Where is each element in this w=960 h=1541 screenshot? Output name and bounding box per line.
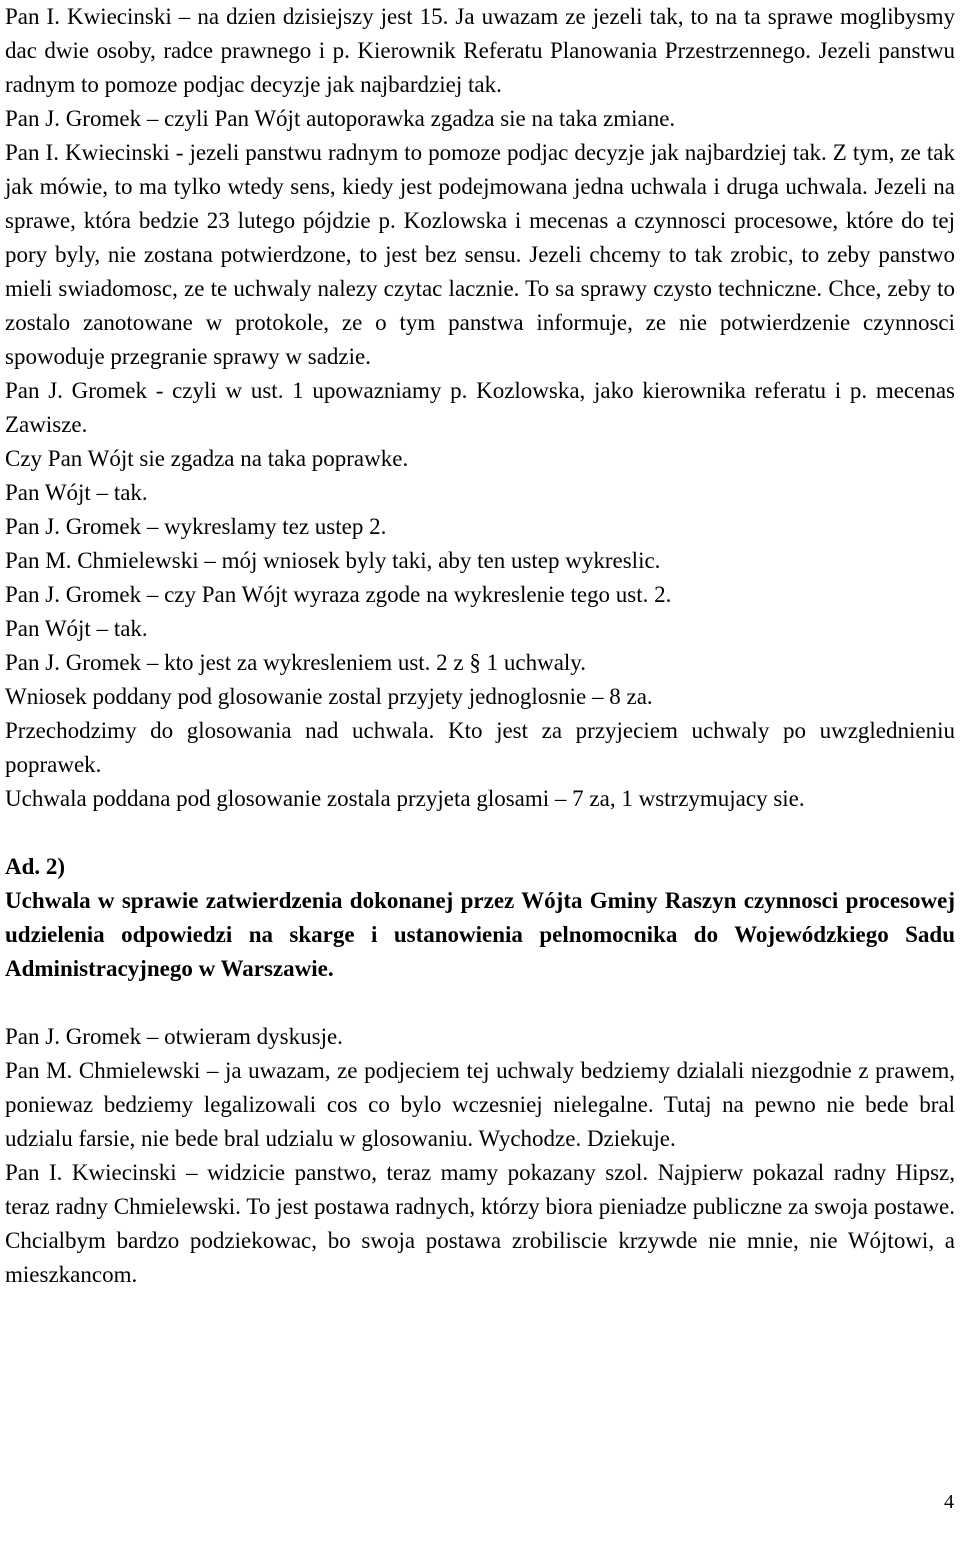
spacer: [5, 816, 955, 850]
paragraph: Pan I. Kwiecinski – na dzien dzisiejszy jest 15. Ja uwazam ze jezeli tak, to na ta sprawe moglibysmy dac dwie osoby, radce prawnego i p. Kierownik Referatu Planowania Przestrzennego. Jezeli panstwu radnym to pomoze podjac decyzje jak najbardziej tak.: [5, 4, 955, 97]
paragraph: Pan J. Gromek – czyli Pan Wójt autoporawka zgadza sie na taka zmiane.: [5, 106, 676, 131]
paragraph: Pan I. Kwiecinski - jezeli panstwu radnym to pomoze podjac decyzje jak najbardziej tak. Z tym, ze tak jak mówie, to ma tylko wtedy sens, kiedy jest podejmowana jedna uchwala i druga uchwala. Jezeli na sprawe, która bedzie 23 lutego pójdzie p. Kozlowska i mecenas a czynnosci procesowe, które do tej pory byly, nie zostana potwierdzone, to jest bez sensu. Jezeli chcemy to tak zrobic, to zeby panstwo mieli swiadomosc, ze te uchwaly nalezy czytac lacznie. To sa sprawy czysto techniczne. Chce, zeby to zostalo zanotowane w protokole, ze o tym panstwa informuje, ze nie potwierdzenie czynnosci spowoduje przegranie sprawy w sadzie.: [5, 140, 955, 369]
spacer: [5, 986, 955, 1020]
paragraph: Pan J. Gromek – otwieram dyskusje.: [5, 1024, 343, 1049]
paragraph: Uchwala poddana pod glosowanie zostala przyjeta glosami – 7 za, 1 wstrzymujacy sie.: [5, 786, 805, 811]
paragraph: Pan I. Kwiecinski – widzicie panstwo, teraz mamy pokazany szol. Najpierw pokazal radny Hipsz, teraz radny Chmielewski. To jest postawa radnych, którzy biora pieniadze publiczne za swoja postawe. Chcialbym bardzo podziekowac, bo swoja postawa zrobiliscie krzywde nie mnie, nie Wójtowi, a mieszkancom.: [5, 1160, 955, 1287]
paragraph: Pan J. Gromek – kto jest za wykresleniem ust. 2 z § 1 uchwaly.: [5, 650, 587, 675]
paragraph: Pan M. Chmielewski – ja uwazam, ze podjeciem tej uchwaly bedziemy dzialali niezgodnie z prawem, poniewaz bedziemy legalizowali cos co bylo wczesniej nielegalne. Tutaj na pewno nie bede bral udzialu farsie, nie bede bral udzialu w glosowaniu. Wychodze. Dziekuje.: [5, 1058, 955, 1151]
paragraph: Przechodzimy do glosowania nad uchwala. Kto jest za przyjeciem uchwaly po uwzglednieniu poprawek.: [5, 718, 955, 777]
section-heading-title: Uchwala w sprawie zatwierdzenia dokonanej przez Wójta Gminy Raszyn czynnosci procesowej udzielenia odpowiedzi na skarge i ustanowienia pelnomocnika do Wojewódzkiego Sadu Administracyjnego w Warszawie.: [5, 888, 955, 981]
paragraph: Pan M. Chmielewski – mój wniosek byly taki, aby ten ustep wykreslic.: [5, 548, 661, 573]
paragraph: Wniosek poddany pod glosowanie zostal przyjety jednoglosnie – 8 za.: [5, 684, 653, 709]
paragraph: Pan Wójt – tak.: [5, 616, 148, 641]
document-body: [5, 0, 955, 1292]
page-number: 4: [944, 1491, 954, 1513]
paragraph: Pan J. Gromek – czy Pan Wójt wyraza zgode na wykreslenie tego ust. 2.: [5, 582, 672, 607]
paragraph: Czy Pan Wójt sie zgadza na taka poprawke.: [5, 446, 409, 471]
paragraph: Pan J. Gromek – wykreslamy tez ustep 2.: [5, 514, 387, 539]
paragraph: Pan J. Gromek - czyli w ust. 1 upowazniamy p. Kozlowska, jako kierownika referatu i p. mecenas Zawisze.: [5, 378, 955, 437]
section-heading-number: Ad. 2): [5, 854, 66, 879]
paragraph: Pan Wójt – tak.: [5, 480, 148, 505]
